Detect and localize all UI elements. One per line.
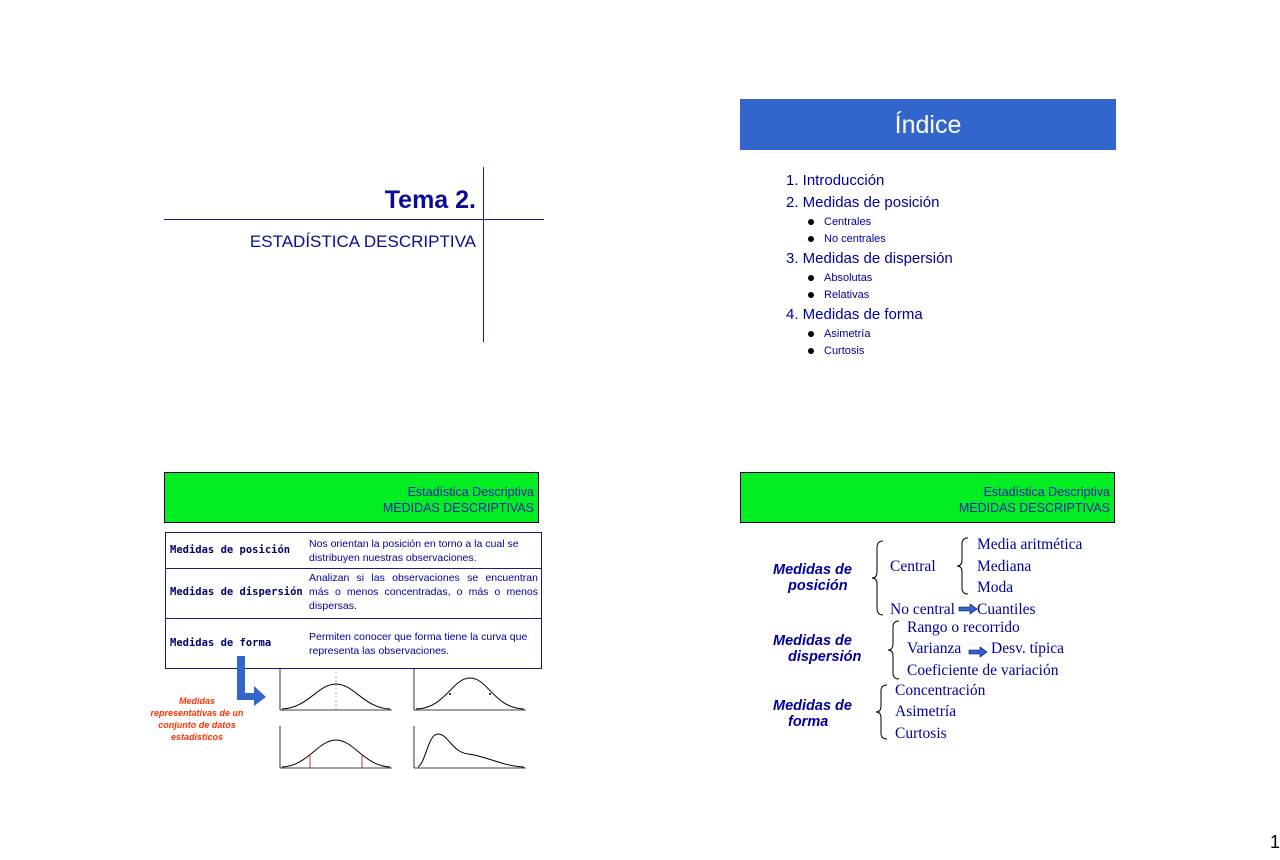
slide-title-heading: Tema 2.: [384, 186, 476, 214]
table-row: [166, 619, 541, 668]
brace-icon: [875, 684, 889, 740]
dispersion-item: Rango o recorrido: [907, 619, 1020, 636]
row-description: Permiten conocer que forma tiene la curva que representa las observaciones.: [309, 631, 528, 657]
desv-tipica-label: Desv. típica: [991, 640, 1065, 657]
title-divider-horizontal: [164, 219, 544, 220]
central-item: Moda: [977, 579, 1014, 596]
index-subitem: Asimetría: [786, 326, 1116, 343]
index-item: 2. Medidas de posición: [786, 194, 940, 211]
measures-table: [165, 532, 542, 669]
index-subitem: Absolutas: [786, 270, 1116, 287]
index-header: Índice: [740, 99, 1116, 150]
index-subitem: Curtosis: [786, 343, 1116, 360]
slide-header: [164, 472, 539, 523]
index-item: 1. Introducción: [786, 172, 885, 189]
page-number: 1: [1269, 832, 1280, 852]
header-line: MEDIDAS DESCRIPTIVAS: [958, 501, 1110, 515]
central-item: Mediana: [977, 558, 1032, 575]
dispersion-item: Coeficiente de variación: [907, 662, 1059, 679]
index-list: [786, 170, 1116, 360]
symmetric-curve-plot: [278, 664, 394, 712]
arrow-right-icon: [968, 646, 988, 658]
row-description: Nos orientan la posición en torno a la cual se distribuyen nuestras observaciones.: [309, 538, 519, 564]
dispersion-item: Varianza: [907, 640, 962, 657]
index-subitem: Centrales: [786, 214, 1116, 231]
row-label: Medidas de forma: [170, 637, 272, 649]
index-item: 4. Medidas de forma: [786, 306, 923, 323]
brace-icon: [871, 540, 885, 616]
row-description: Analizan si las observaciones se encuentran más o menos concentradas, o más o menos dispersas.: [309, 572, 538, 612]
no-central-label: No central: [890, 601, 955, 618]
header-line: Estadística Descriptiva: [983, 485, 1110, 499]
slide-title-subtitle: ESTADÍSTICA DESCRIPTIVA: [249, 232, 476, 251]
brace-icon: [887, 620, 901, 680]
bullet-icon: [808, 331, 814, 337]
forma-label: Medidas de forma: [773, 698, 852, 730]
central-label: Central: [890, 558, 936, 575]
bullet-icon: [808, 348, 814, 354]
forma-item: Concentración: [895, 682, 986, 699]
index-subitem: Relativas: [786, 287, 1116, 304]
bullet-icon: [808, 292, 814, 298]
representative-measures-note: Medidas representativas de un conjunto de datos estadísticos: [150, 696, 244, 742]
row-label: Medidas de dispersión: [170, 586, 303, 598]
forma-item: Curtosis: [895, 725, 947, 742]
skewed-curve-plot: [412, 722, 528, 770]
header-line: Estadística Descriptiva: [407, 485, 534, 499]
index-subitem: No centrales: [786, 231, 1116, 248]
posicion-label: Medidas de posición: [773, 562, 852, 594]
arrow-right-icon: [958, 603, 978, 615]
title-divider-vertical: [483, 167, 484, 342]
row-label: Medidas de posición: [170, 544, 291, 556]
quantile-curve-plot: [278, 722, 394, 770]
dispersion-label: Medidas de dispersión: [773, 633, 862, 665]
cuantiles-label: Cuantiles: [977, 601, 1036, 618]
header-line: MEDIDAS DESCRIPTIVAS: [382, 501, 534, 515]
bullet-icon: [808, 236, 814, 242]
bullet-icon: [808, 219, 814, 225]
table-row: [166, 533, 541, 569]
index-item: 3. Medidas de dispersión: [786, 250, 953, 267]
forma-item: Asimetría: [895, 703, 957, 720]
slide-header: [740, 472, 1115, 523]
kurtosis-curve-plot: [412, 664, 528, 712]
bullet-icon: [808, 275, 814, 281]
central-item: Media aritmética: [977, 536, 1083, 553]
brace-icon: [956, 537, 970, 595]
table-row: [166, 568, 541, 619]
